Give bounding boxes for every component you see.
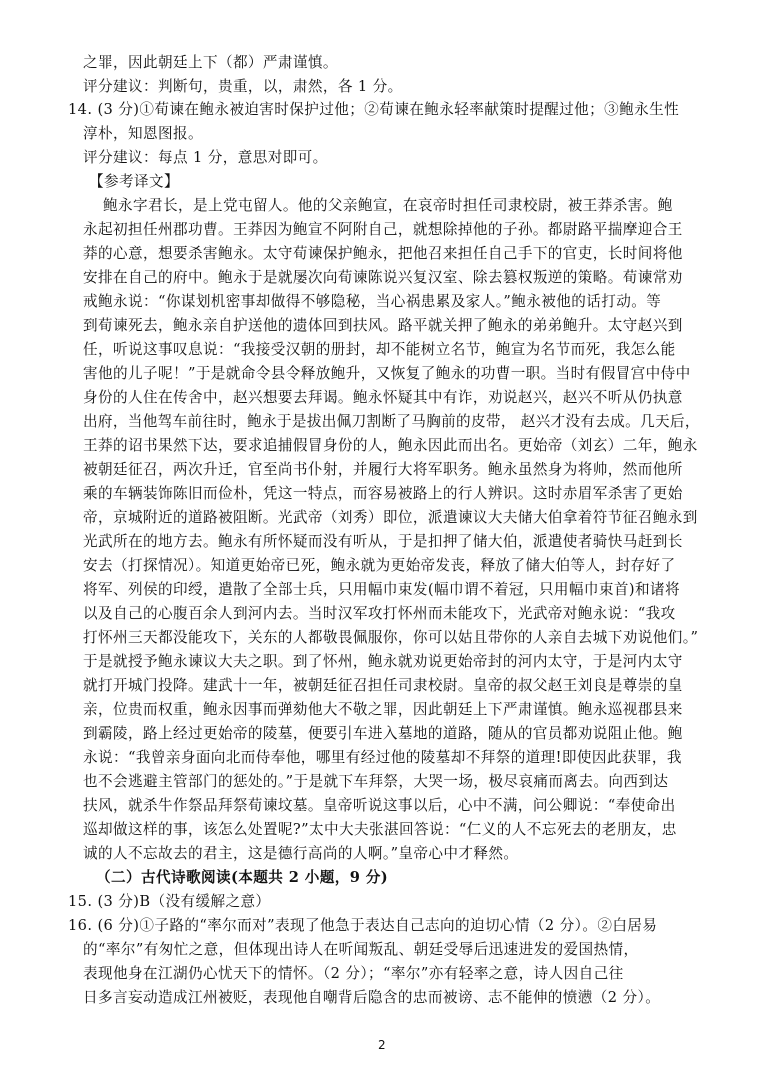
text-line: 淳朴，知恩图报。 bbox=[83, 125, 203, 142]
question-16: 16. (6 分)①子路的“率尔而对”表现了他急于表达自己志向的迫切心情（2 分）。②白居易 bbox=[68, 917, 658, 934]
translation-line: 到荀谏死去，鲍永亲自护送他的遗体回到扶风。路平就关押了鲍永的弟弟鲍升。太守赵兴到 bbox=[83, 317, 683, 334]
text-line: 表现他身在江湖仍心忧天下的情怀。（2 分）；“率尔”亦有轻率之意，诗人因自己往 bbox=[83, 965, 624, 982]
translation-line: 也不会逃避主管部门的惩处的。”于是就下车拜祭，大哭一场，极尽哀痛而离去。向西到达 bbox=[83, 773, 669, 790]
translation-line: 安去（打探情况）。知道更始帝已死，鲍永就为更始帝发丧，释放了储大伯等人，封存好了 bbox=[83, 557, 676, 574]
page-number: 2 bbox=[377, 1038, 387, 1052]
question-14: 14. (3 分)①荀谏在鲍永被迫害时保护过他；②荀谏在鲍永轻率献策时提醒过他；③鲍永生性 bbox=[68, 101, 680, 118]
scoring-note: 评分建议：判断句，贵重，以，肃然，各 1 分。 bbox=[83, 78, 403, 95]
text-line: 的“率尔”有匆忙之意，但体现出诗人在听闻叛乱、朝廷受辱后迅速进发的爱国热情， bbox=[83, 941, 639, 958]
translation-line: 永说：“我曾亲身面向北而侍奉他，哪里有经过他的陵墓却不拜祭的道理!即使因此获罪，我 bbox=[83, 749, 682, 766]
translation-line: 光武所在的地方去。鲍永有所怀疑而没有听从，于是扣押了储大伯，派遣使者骑快马赶到长 bbox=[83, 533, 683, 550]
translation-line: 任，听说这事叹息说：“我接受汉朝的册封，却不能树立名节，鲍宣为名节而死，我怎么能 bbox=[83, 341, 676, 358]
translation-line: 亲，位贵而权重，鲍永因事而弹劾他大不敬之罪，因此朝廷上下严肃谨慎。鲍永巡视郡县来 bbox=[83, 701, 683, 718]
translation-line: 害他的儿子呢！”于是就命令县令释放鲍升，又恢复了鲍永的功曹一职。当时有假冒宫中侍中 bbox=[83, 365, 691, 382]
translation-line: 将军、列侯的印绶，遣散了全部士兵，只用幅巾束发(幅巾谓不着冠，只用幅巾束首)和诸将 bbox=[83, 581, 680, 598]
translation-line: 永起初担任州郡功曹。王莽因为鲍宣不阿附自己，就想除掉他的子孙。都尉路平揣摩迎合王 bbox=[83, 221, 683, 238]
translation-line: 戒鲍永说：“你谋划机密事却做得不够隐秘，当心祸患累及家人。”鲍永被他的话打动。等 bbox=[83, 293, 662, 310]
translation-line: 莽的心意，想要杀害鲍永。太守荀谏保护鲍永，把他召来担任自己手下的官吏，长时间将他 bbox=[83, 245, 683, 262]
translation-line: 以及自己的心腹百余人到河内去。当时汉军攻打怀州而未能攻下，光武帝对鲍永说：“我攻 bbox=[83, 605, 676, 622]
translation-line: 王莽的诏书果然下达，要求追捕假冒身份的人，鲍永因此而出名。更始帝（刘玄）二年，鲍永 bbox=[83, 437, 698, 454]
translation-line: 鲍永字君长，是上党屯留人。他的父亲鲍宣，在哀帝时担任司隶校尉，被王莽杀害。鲍 bbox=[103, 197, 673, 214]
translation-line: 乘的车辆装饰陈旧而俭朴，凭这一特点，而容易被路上的行人辨识。这时赤眉军杀害了更始 bbox=[83, 485, 683, 502]
text-line: 日多言妄动造成江州被贬，表现他自嘲背后隐含的忠而被谤、志不能伸的愤懑（2 分）。 bbox=[83, 989, 661, 1006]
translation-line: 安排在自己的府中。鲍永于是就屡次向荀谏陈说兴复汉室、除去篡权叛逆的策略。荀谏常劝 bbox=[83, 269, 683, 286]
question-15: 15. (3 分)B（没有缓解之意） bbox=[68, 893, 271, 910]
translation-line: 被朝廷征召，两次升迁，官至尚书仆射，并履行大将军职务。鲍永虽然身为将帅，然而他所 bbox=[83, 461, 683, 478]
translation-line: 帝，京城附近的道路被阻断。光武帝（刘秀）即位，派遣谏议大夫储大伯拿着符节征召鲍永到 bbox=[83, 509, 698, 526]
translation-line: 出府，当他驾车前往时，鲍永于是拔出佩刀割断了马胸前的皮带， 赵兴才没有去成。几天后， bbox=[83, 413, 700, 430]
section-heading: （二）古代诗歌阅读(本题共 2 小题，9 分) bbox=[96, 869, 389, 886]
translation-line: 扶风，就杀牛作祭品拜祭荀谏坟墓。皇帝听说这事以后，心中不满，问公卿说：“奉使命出 bbox=[83, 797, 676, 814]
text-line: 之罪，因此朝廷上下（都）严肃谨慎。 bbox=[83, 54, 338, 71]
reference-translation-heading: 【参考译文】 bbox=[89, 173, 179, 190]
translation-line: 打怀州三天都没能攻下，关东的人都敬畏佩服你，你可以姑且带你的人亲自去城下劝说他们。” bbox=[83, 629, 699, 646]
translation-line: 于是就授予鲍永谏议大夫之职。到了怀州，鲍永就劝说更始帝封的河内太守，于是河内太守 bbox=[83, 653, 683, 670]
translation-line: 巡却做这样的事，该怎么处置呢?”太中大夫张湛回答说：“仁义的人不忘死去的老朋友，忠 bbox=[83, 821, 677, 838]
translation-line: 诚的人不忘故去的君主，这是德行高尚的人啊。”皇帝心中才释然。 bbox=[83, 845, 519, 862]
translation-line: 身份的人住在传舍中，赵兴想要去拜谒。鲍永怀疑其中有诈，劝说赵兴，赵兴不听从仍执意 bbox=[83, 389, 683, 406]
translation-line: 到霸陵，路上经过更始帝的陵墓，便要引车进入墓地的道路，随从的官员都劝说阻止他。鲍 bbox=[83, 725, 683, 742]
translation-line: 就打开城门投降。建武十一年，被朝廷征召担任司隶校尉。皇帝的叔父赵王刘良是尊崇的皇 bbox=[83, 677, 683, 694]
scoring-note: 评分建议：每点 1 分，意思对即可。 bbox=[83, 149, 328, 166]
